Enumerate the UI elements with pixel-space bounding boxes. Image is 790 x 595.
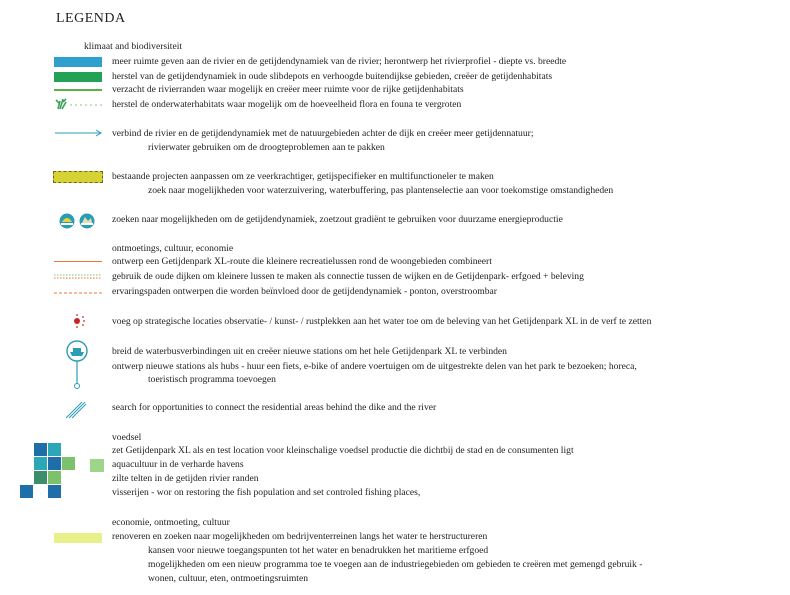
waterbus-line3: toeristisch programma toevoegen [148, 374, 276, 385]
experience-path-line [54, 290, 104, 296]
route-line [54, 261, 102, 262]
tidal-habitat-swatch [54, 72, 102, 82]
waterbus-line2: ontwerp nieuwe stations als hubs - huur een fiets, e-bike of andere voertuigen om de uitgestrekte delen van het park te bezoeken; horeca, [112, 361, 637, 372]
economy-line3: mogelijkheden om een nieuw programma toe te voegen aan de industriegebieden om gebieden te creëren met gemengd gebruik - [148, 559, 643, 570]
energy-line1: zoeken naar mogelijkheden om de getijdendynamiek, zoetzout gradiënt te gebruiken voor duurzame energieproductie [112, 214, 563, 225]
culture-item-paths: ervaringspaden ontwerpen die worden beïnvloed door de getijdendynamiek - ponton, overstroombar [112, 286, 497, 297]
underwater-plant-icon [54, 97, 104, 111]
food-line4: visserijen - wor on restoring the fish population and set controled fishing places, [112, 487, 421, 498]
legend-title: LEGENDA [56, 11, 126, 26]
climate-item-tidal-habitat: herstel van de getijdendynamiek in oude slibdepots en verhoogde buitendijkse gebieden, creëer de getijdenhabitats [112, 71, 553, 82]
soft-edge-line [54, 89, 102, 91]
waterbus-station-icon [64, 340, 90, 390]
residential-line1: search for opportunities to connect the residential areas behind the dike and the river [112, 402, 437, 413]
economy-line2: kansen voor nieuwe toegangspunten tot het water en benadrukken het maritieme erfgoed [148, 545, 489, 556]
culture-item-dikes: gebruik de oude dijken om kleinere lussen te maken als connectie tussen de wijken en de Getijdenpark- erfgoed + beleving [112, 271, 584, 282]
food-line3: zilte telten in de getijden rivier randen [112, 473, 259, 484]
dike-loop-line [54, 273, 104, 281]
waterbus-line1: breid de waterbusverbindingen uit en creëer nieuwe stations om het hele Getijdenpark XL te verbinden [112, 346, 507, 357]
culture-item-route: ontwerp een Getijdenpark XL-route die kleinere recreatielussen rond de woongebieden combineert [112, 256, 492, 267]
food-pixel-grid [20, 443, 110, 501]
projects-line1: bestaande projecten aanpassen om ze veerkrachtiger, getijspecifieker en multifunctioneler te maken [112, 171, 494, 182]
climate-item-underwater: herstel de onderwaterhabitats waar mogelijk om de hoeveelheid flora en founa te vergroten [112, 99, 462, 110]
economy-swatch [54, 533, 102, 543]
food-line1: zet Getijdenpark XL als en test location voor kleinschalige voedsel productie die dichtbij de stad en de consumenten ligt [112, 445, 574, 456]
climate-item-river-space: meer ruimte geven aan de rivier en de getijdendynamiek van de rivier; herontwerp het rivierprofiel - diepte vs. breedte [112, 56, 567, 67]
energy-icon [58, 212, 98, 230]
economy-heading: economie, ontmoeting, cultuur [112, 517, 230, 528]
economy-line1: renoveren en zoeken naar mogelijkheden om bedrijventerreinen langs het water te herstructureren [112, 531, 488, 542]
food-heading: voedsel [112, 432, 142, 443]
observe-line1: voeg op strategische locaties observatie- / kunst- / rustplekken aan het water toe om de beleving van het Getijdenpark XL in de verf te zetten [112, 316, 652, 327]
projects-line2: zoek naar mogelijkheden voor waterzuivering, waterbuffering, pas plantenselectie aan voor toekomstige omstandigheden [148, 185, 614, 196]
project-swatch [53, 171, 103, 183]
climate-heading: klimaat and biodiversiteit [84, 41, 183, 52]
connect-arrow-icon [54, 128, 104, 138]
economy-line4: wonen, cultuur, eten, ontmoetingsruimten [148, 573, 309, 584]
climate-item-soft-edges: verzacht de rivierranden waar mogelijk en creëer meer ruimte voor de rijke getijdenhabitats [112, 84, 464, 95]
food-line2: aquacultuur in de verharde havens [112, 459, 244, 470]
residential-connection-icon [64, 398, 88, 420]
observation-point-icon [70, 313, 88, 329]
connect-line1: verbind de rivier en de getijdendynamiek met de natuurgebieden achter de dijk en creëer meer getijdennatuur; [112, 128, 534, 139]
culture-heading: ontmoetings, cultuur, economie [112, 243, 234, 254]
connect-line2: rivierwater gebruiken om de droogteproblemen aan te pakken [148, 142, 385, 153]
river-space-swatch [54, 57, 102, 67]
